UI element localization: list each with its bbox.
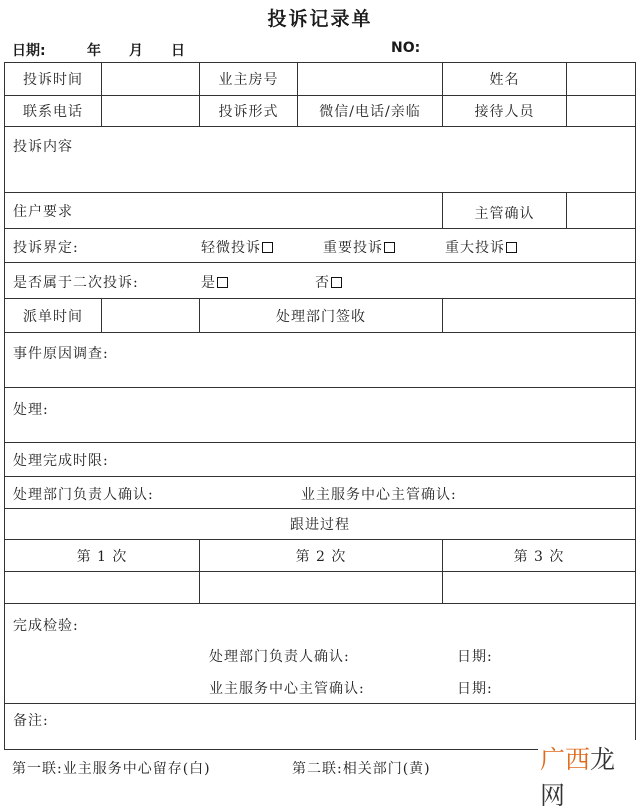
complaint-time-label: 投诉时间 xyxy=(5,63,102,96)
secondary-yes-label: 是 xyxy=(201,275,216,291)
handling-label: 处理: xyxy=(13,402,49,418)
follow-up-entry-3[interactable] xyxy=(443,572,635,604)
complaint-form-options: 微信/电话/亲临 xyxy=(298,96,443,127)
completion-supervisor-label: 业主服务中心主管确认: xyxy=(209,681,365,697)
owner-room-label: 业主房号 xyxy=(200,63,298,96)
secondary-no-checkbox[interactable] xyxy=(331,277,342,288)
completion-dept-head-label: 处理部门负责人确认: xyxy=(209,649,350,665)
resident-request-label: 住户要求 xyxy=(13,203,73,220)
investigation-field[interactable] xyxy=(5,333,635,388)
year-label: 年 xyxy=(87,43,101,59)
form-title: 投诉记录单 xyxy=(267,8,373,30)
watermark-part-1: 广西 xyxy=(540,745,591,774)
receptionist-field[interactable] xyxy=(567,96,635,127)
major-complaint-label: 重大投诉 xyxy=(445,240,505,256)
deadline-field[interactable] xyxy=(5,443,635,477)
date-label: 日期: xyxy=(12,43,46,59)
owner-room-field[interactable] xyxy=(298,63,443,96)
follow-up-entry-1[interactable] xyxy=(5,572,200,604)
day-label: 日 xyxy=(171,43,185,59)
minor-complaint-label: 轻微投诉 xyxy=(201,240,261,256)
secondary-no-option[interactable] xyxy=(315,272,342,292)
minor-complaint-checkbox[interactable] xyxy=(262,242,273,253)
dept-sign-label: 处理部门签收 xyxy=(200,299,443,333)
major-complaint-option[interactable] xyxy=(445,237,517,257)
important-complaint-option[interactable] xyxy=(323,237,395,257)
important-complaint-label: 重要投诉 xyxy=(323,240,383,256)
completion-label: 完成检验: xyxy=(13,618,79,634)
classification-row xyxy=(5,229,635,263)
copy-2-note: 第二联:相关部门(黄) xyxy=(292,761,431,777)
completion-date-label-2: 日期: xyxy=(457,681,493,697)
complaint-content-label: 投诉内容 xyxy=(13,139,73,155)
supervisor-confirm-field[interactable] xyxy=(567,193,635,229)
follow-up-title: 跟进过程 xyxy=(5,509,635,540)
follow-up-col-2: 第 2 次 xyxy=(200,540,443,572)
investigation-label: 事件原因调查: xyxy=(13,346,109,362)
important-complaint-checkbox[interactable] xyxy=(384,242,395,253)
completion-date-label-1: 日期: xyxy=(457,649,493,665)
handling-field[interactable] xyxy=(5,388,635,443)
month-label: 月 xyxy=(129,43,143,59)
dept-head-confirm-label: 处理部门负责人确认: xyxy=(13,487,154,503)
follow-up-entry-2[interactable] xyxy=(200,572,443,604)
watermark-part-2: 龙网 xyxy=(540,745,616,810)
deadline-label: 处理完成时限: xyxy=(13,452,109,469)
secondary-complaint-label: 是否属于二次投诉: xyxy=(13,275,139,291)
follow-up-col-1: 第 1 次 xyxy=(5,540,200,572)
dispatch-time-label: 派单时间 xyxy=(5,299,102,333)
minor-complaint-option[interactable] xyxy=(201,237,273,257)
complaint-content-field[interactable] xyxy=(5,127,635,193)
major-complaint-checkbox[interactable] xyxy=(506,242,517,253)
name-field[interactable] xyxy=(567,63,635,96)
classification-label: 投诉界定: xyxy=(13,240,79,256)
contact-phone-label: 联系电话 xyxy=(5,96,102,127)
secondary-yes-option[interactable] xyxy=(201,272,228,292)
complaint-form-table xyxy=(4,62,636,750)
resident-request-field[interactable] xyxy=(5,193,443,229)
number-label: NO: xyxy=(391,40,421,56)
contact-phone-field[interactable] xyxy=(102,96,200,127)
secondary-no-label: 否 xyxy=(315,275,330,291)
name-label: 姓名 xyxy=(443,63,567,96)
follow-up-col-3: 第 3 次 xyxy=(443,540,635,572)
complaint-time-field[interactable] xyxy=(102,63,200,96)
dept-sign-field[interactable] xyxy=(443,299,635,333)
service-supervisor-confirm-label: 业主服务中心主管确认: xyxy=(301,487,457,503)
remarks-label: 备注: xyxy=(13,713,49,729)
complaint-form-label: 投诉形式 xyxy=(200,96,298,127)
dispatch-time-field[interactable] xyxy=(102,299,200,333)
receptionist-label: 接待人员 xyxy=(443,96,567,127)
supervisor-confirm-label: 主管确认 xyxy=(443,193,567,229)
watermark-logo xyxy=(538,740,640,812)
copy-1-note: 第一联:业主服务中心留存(白) xyxy=(12,761,211,777)
secondary-yes-checkbox[interactable] xyxy=(217,277,228,288)
